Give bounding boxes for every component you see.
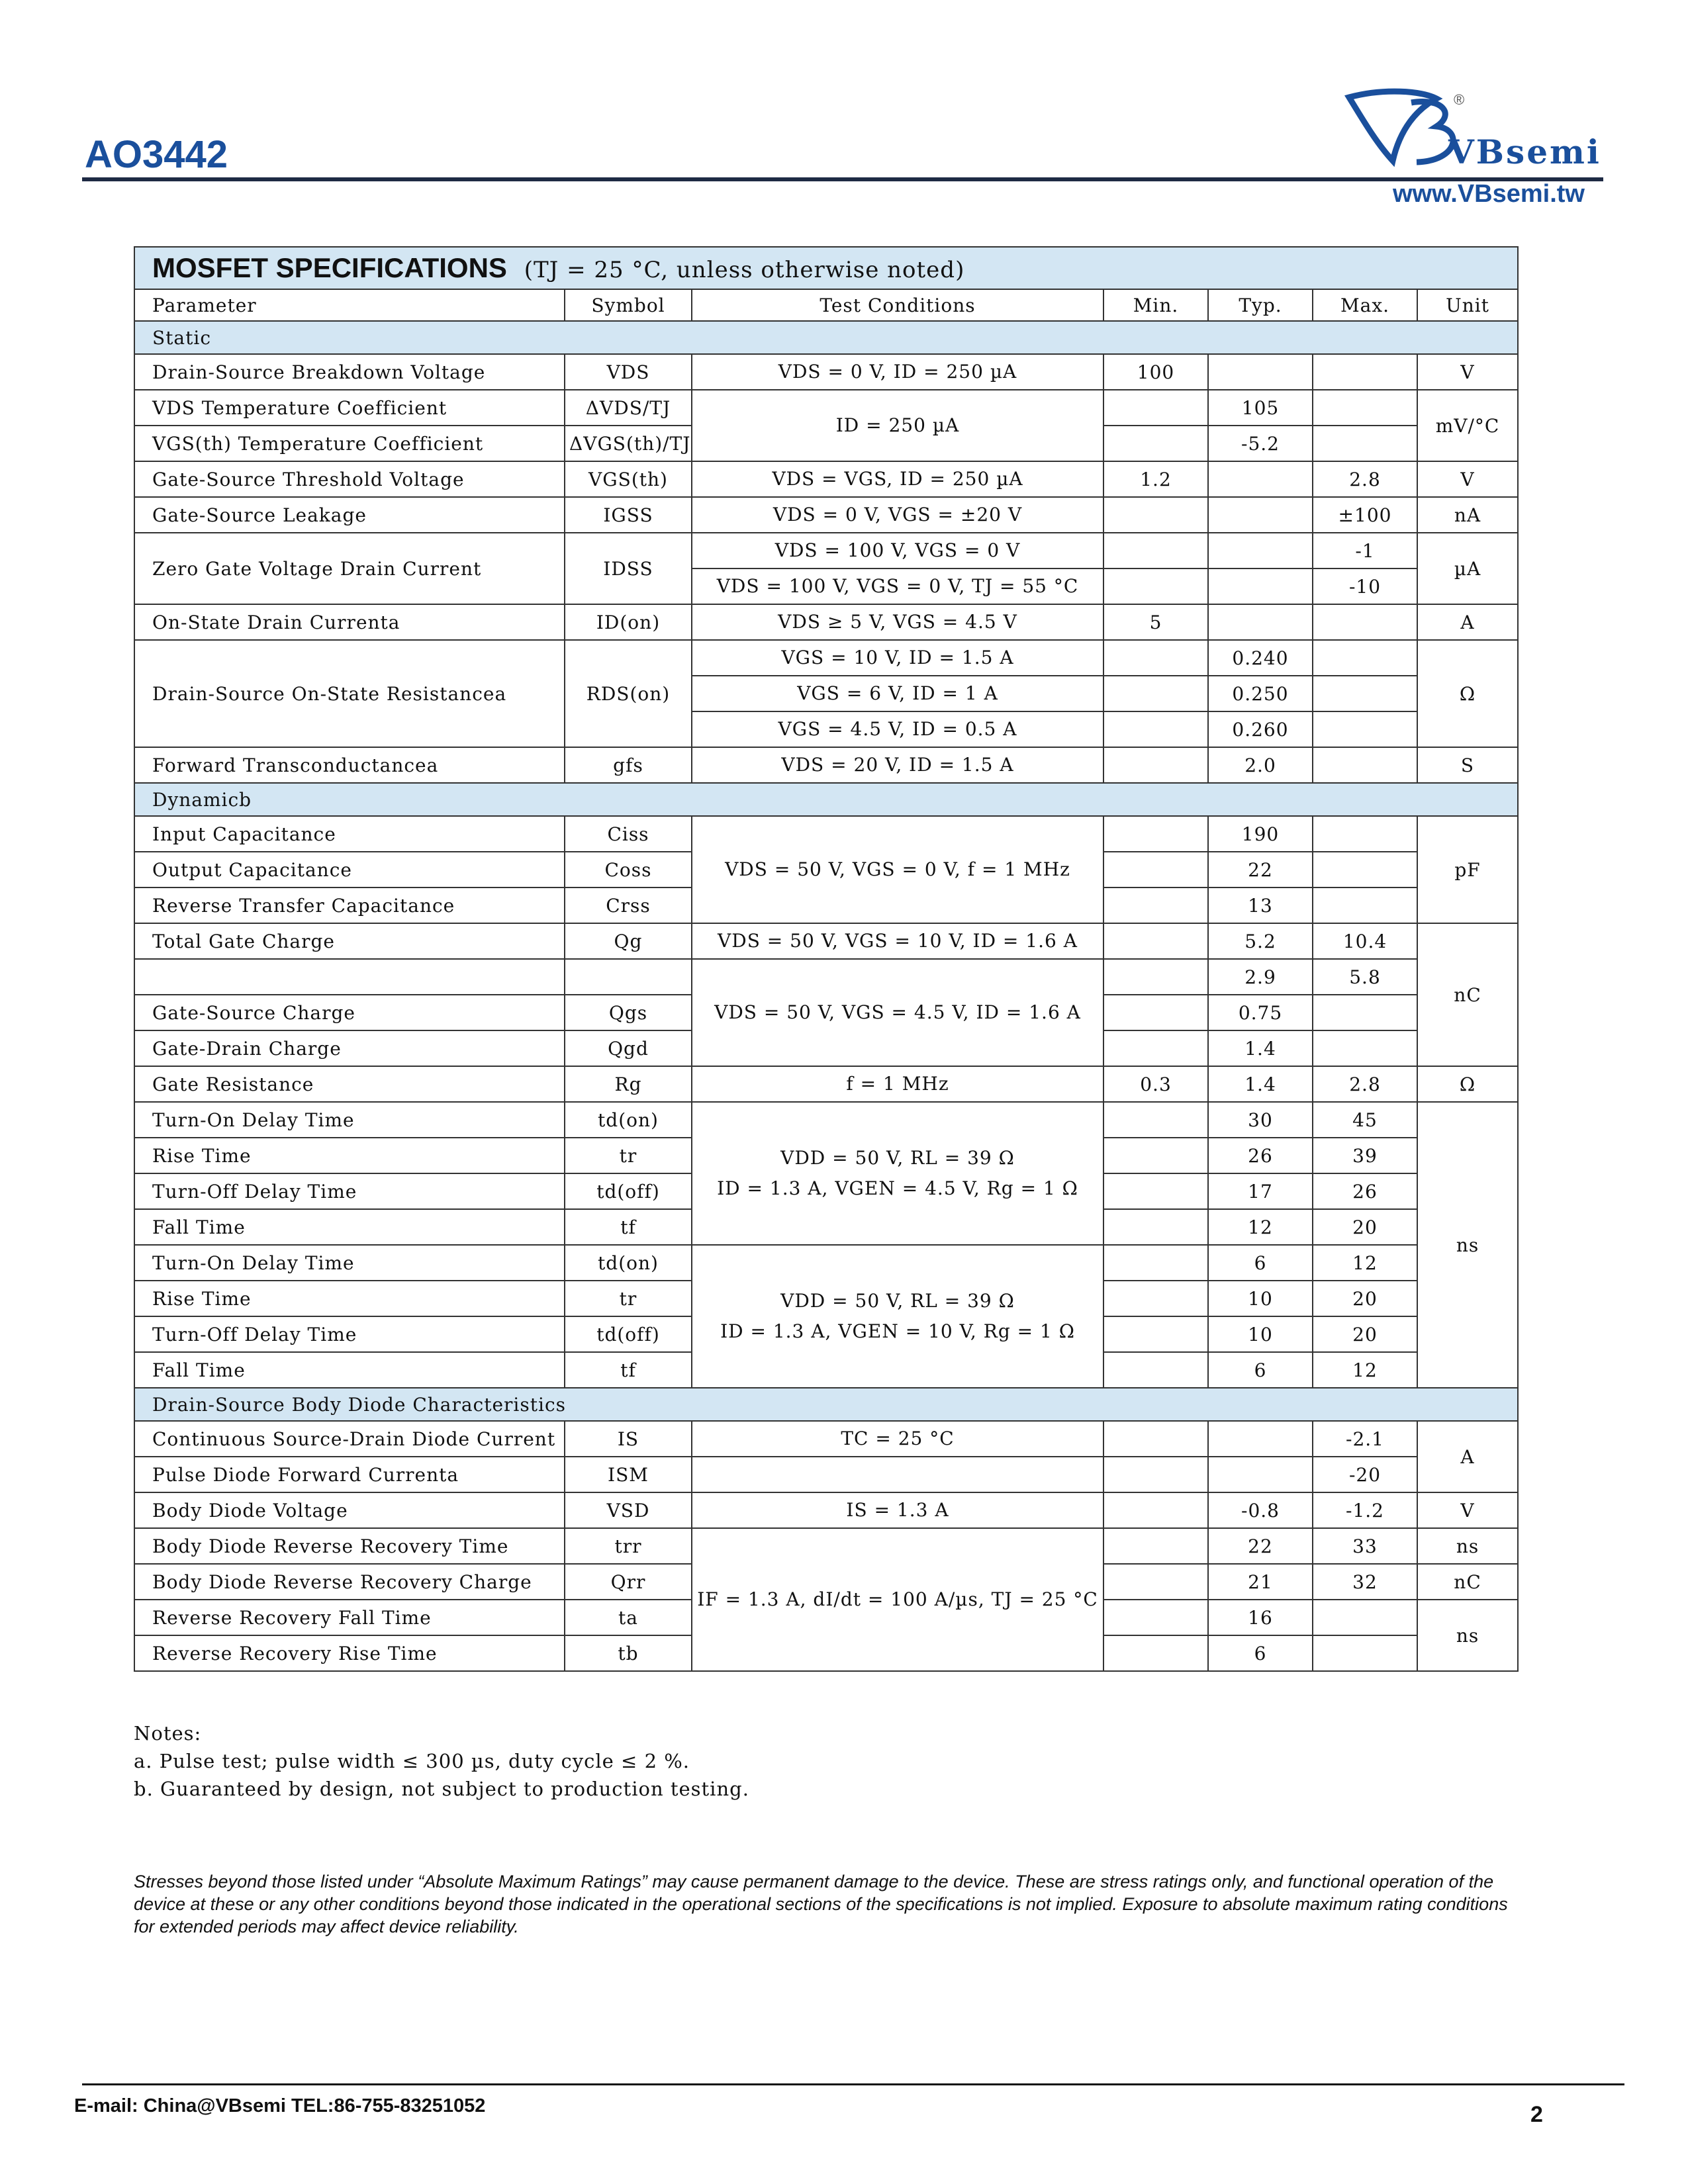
table-row: [134, 747, 1518, 783]
symbol-cell: RDS(on): [565, 640, 692, 747]
typ-cell: 6: [1208, 1245, 1313, 1281]
notes-heading: Notes:: [134, 1722, 202, 1745]
unit-cell: S: [1417, 747, 1518, 783]
unit-cell: nA: [1417, 497, 1518, 533]
parameter-cell: Body Diode Voltage: [134, 1492, 565, 1528]
brand-name: VBsemi: [1448, 132, 1601, 171]
unit-cell: A: [1417, 604, 1518, 640]
symbol-cell: tr: [565, 1281, 692, 1316]
max-cell: [1313, 747, 1417, 783]
typ-cell: 22: [1208, 852, 1313, 887]
parameter-cell: Reverse Recovery Rise Time: [134, 1635, 565, 1671]
unit-cell: Ω: [1417, 640, 1518, 747]
min-cell: [1103, 711, 1208, 747]
symbol-cell: tr: [565, 1138, 692, 1173]
min-cell: 100: [1103, 354, 1208, 390]
max-cell: 12: [1313, 1245, 1417, 1281]
table-row: [134, 1492, 1518, 1528]
max-cell: 20: [1313, 1209, 1417, 1245]
table-row: [134, 1102, 1518, 1138]
test-conditions-cell: VDS = 50 V, VGS = 10 V, ID = 1.6 A: [692, 923, 1103, 959]
test-conditions-cell: ID = 250 µA: [692, 390, 1103, 461]
symbol-cell: Qgs: [565, 995, 692, 1030]
symbol-cell: Rg: [565, 1066, 692, 1102]
table-title-row: [134, 247, 1518, 289]
min-cell: 0.3: [1103, 1066, 1208, 1102]
parameter-cell: [134, 959, 565, 995]
symbol-cell: Crss: [565, 887, 692, 923]
header-rule: [82, 177, 1603, 181]
min-cell: [1103, 923, 1208, 959]
typ-cell: 2.0: [1208, 747, 1313, 783]
parameter-cell: On-State Drain Currenta: [134, 604, 565, 640]
max-cell: -1.2: [1313, 1492, 1417, 1528]
typ-cell: [1208, 533, 1313, 569]
max-cell: -2.1: [1313, 1421, 1417, 1457]
max-cell: 39: [1313, 1138, 1417, 1173]
col-header-max: Max.: [1313, 289, 1417, 321]
typ-cell: 12: [1208, 1209, 1313, 1245]
max-cell: [1313, 390, 1417, 426]
min-cell: [1103, 959, 1208, 995]
min-cell: [1103, 1316, 1208, 1352]
test-conditions-cell: TC = 25 °C: [692, 1421, 1103, 1457]
symbol-cell: td(off): [565, 1173, 692, 1209]
min-cell: [1103, 852, 1208, 887]
unit-cell: pF: [1417, 816, 1518, 923]
unit-cell: ns: [1417, 1102, 1518, 1388]
unit-cell: µA: [1417, 533, 1518, 604]
table-row: [134, 604, 1518, 640]
min-cell: [1103, 747, 1208, 783]
unit-cell: nC: [1417, 923, 1518, 1066]
min-cell: [1103, 816, 1208, 852]
min-cell: [1103, 676, 1208, 711]
typ-cell: 5.2: [1208, 923, 1313, 959]
parameter-cell: VGS(th) Temperature Coefficient: [134, 426, 565, 461]
unit-cell: Ω: [1417, 1066, 1518, 1102]
min-cell: [1103, 1138, 1208, 1173]
test-conditions-cell: VDS = 0 V, VGS = ±20 V: [692, 497, 1103, 533]
table-title-conditions: (TJ = 25 °C, unless otherwise noted): [524, 257, 965, 283]
typ-cell: 13: [1208, 887, 1313, 923]
symbol-cell: IDSS: [565, 533, 692, 604]
min-cell: [1103, 1245, 1208, 1281]
symbol-cell: Qg: [565, 923, 692, 959]
typ-cell: -0.8: [1208, 1492, 1313, 1528]
section-label-static: Static: [134, 321, 1518, 354]
typ-cell: 6: [1208, 1352, 1313, 1388]
symbol-cell: VSD: [565, 1492, 692, 1528]
symbol-cell: td(off): [565, 1316, 692, 1352]
max-cell: 45: [1313, 1102, 1417, 1138]
typ-cell: [1208, 1421, 1313, 1457]
table-row: [134, 1245, 1518, 1281]
symbol-cell: Ciss: [565, 816, 692, 852]
max-cell: 26: [1313, 1173, 1417, 1209]
col-header-parameter: Parameter: [134, 289, 565, 321]
typ-cell: 0.260: [1208, 711, 1313, 747]
min-cell: [1103, 1600, 1208, 1635]
min-cell: [1103, 1209, 1208, 1245]
table-row: [134, 533, 1518, 569]
table-row: [134, 1528, 1518, 1564]
table-row: [134, 390, 1518, 426]
min-cell: 5: [1103, 604, 1208, 640]
parameter-cell: Drain-Source On-State Resistancea: [134, 640, 565, 747]
col-header-test-conditions: Test Conditions: [692, 289, 1103, 321]
col-header-typ: Typ.: [1208, 289, 1313, 321]
test-conditions-cell: VDS ≥ 5 V, VGS = 4.5 V: [692, 604, 1103, 640]
min-cell: [1103, 1421, 1208, 1457]
max-cell: [1313, 676, 1417, 711]
test-conditions-cell: f = 1 MHz: [692, 1066, 1103, 1102]
table-row: [134, 497, 1518, 533]
max-cell: [1313, 1030, 1417, 1066]
column-header-row: [134, 289, 1518, 321]
table-row: [134, 1421, 1518, 1457]
footer-contact: E-mail: China@VBsemi TEL:86-755-83251052: [74, 2095, 486, 2116]
max-cell: 12: [1313, 1352, 1417, 1388]
table-row: [134, 354, 1518, 390]
min-cell: [1103, 887, 1208, 923]
disclaimer-text: Stresses beyond those listed under “Absolute Maximum Ratings” may cause permanent damage to the device. These are stress ratings only, and functional operation of the device at these or any other conditions beyond those indicated in the operational sections of the specifications is not implied. Exposure to absolute maximum rating conditions for extended periods may affect device reliability.: [134, 1872, 1508, 1936]
max-cell: [1313, 354, 1417, 390]
parameter-cell: VDS Temperature Coefficient: [134, 390, 565, 426]
max-cell: [1313, 640, 1417, 676]
parameter-cell: Turn-Off Delay Time: [134, 1316, 565, 1352]
registered-mark: ®: [1454, 91, 1465, 108]
min-cell: [1103, 1352, 1208, 1388]
table-row: [134, 1457, 1518, 1492]
typ-cell: 6: [1208, 1635, 1313, 1671]
section-label-diode: Drain-Source Body Diode Characteristics: [134, 1388, 1518, 1421]
max-cell: [1313, 887, 1417, 923]
min-cell: [1103, 1564, 1208, 1600]
unit-cell: V: [1417, 461, 1518, 497]
max-cell: [1313, 426, 1417, 461]
test-conditions-cell: VDS = 100 V, VGS = 0 V, TJ = 55 °C: [692, 569, 1103, 604]
symbol-cell: ΔVDS/TJ: [565, 390, 692, 426]
typ-cell: 26: [1208, 1138, 1313, 1173]
min-cell: [1103, 1635, 1208, 1671]
typ-cell: 105: [1208, 390, 1313, 426]
test-conditions-cell: VGS = 4.5 V, ID = 0.5 A: [692, 711, 1103, 747]
test-conditions-cell: VDS = 0 V, ID = 250 µA: [692, 354, 1103, 390]
typ-cell: [1208, 497, 1313, 533]
test-conditions-cell: VDS = 100 V, VGS = 0 V: [692, 533, 1103, 569]
min-cell: [1103, 497, 1208, 533]
parameter-cell: Continuous Source-Drain Diode Current: [134, 1421, 565, 1457]
section-row-dynamic: [134, 783, 1518, 816]
max-cell: 10.4: [1313, 923, 1417, 959]
max-cell: [1313, 1600, 1417, 1635]
footer-rule: [82, 2083, 1624, 2085]
min-cell: [1103, 1457, 1208, 1492]
typ-cell: [1208, 1457, 1313, 1492]
min-cell: [1103, 533, 1208, 569]
parameter-cell: Rise Time: [134, 1138, 565, 1173]
max-cell: -1: [1313, 533, 1417, 569]
parameter-cell: Zero Gate Voltage Drain Current: [134, 533, 565, 604]
unit-cell: ns: [1417, 1600, 1518, 1671]
typ-cell: 0.75: [1208, 995, 1313, 1030]
max-cell: [1313, 711, 1417, 747]
typ-cell: 30: [1208, 1102, 1313, 1138]
symbol-cell: VGS(th): [565, 461, 692, 497]
max-cell: [1313, 995, 1417, 1030]
parameter-cell: Body Diode Reverse Recovery Time: [134, 1528, 565, 1564]
col-header-symbol: Symbol: [565, 289, 692, 321]
parameter-cell: Fall Time: [134, 1352, 565, 1388]
parameter-cell: Fall Time: [134, 1209, 565, 1245]
parameter-cell: Rise Time: [134, 1281, 565, 1316]
unit-cell: ns: [1417, 1528, 1518, 1564]
max-cell: ±100: [1313, 497, 1417, 533]
min-cell: [1103, 1102, 1208, 1138]
typ-cell: 190: [1208, 816, 1313, 852]
test-conditions-cell: [692, 1457, 1103, 1492]
parameter-cell: Gate Resistance: [134, 1066, 565, 1102]
table-row: [134, 461, 1518, 497]
website-link[interactable]: www.VBsemi.tw: [1393, 180, 1585, 208]
unit-cell: mV/°C: [1417, 390, 1518, 461]
parameter-cell: Gate-Source Threshold Voltage: [134, 461, 565, 497]
test-conditions-cell: VDS = 50 V, VGS = 4.5 V, ID = 1.6 A: [692, 959, 1103, 1066]
max-cell: [1313, 1635, 1417, 1671]
table-row: [134, 1066, 1518, 1102]
max-cell: 2.8: [1313, 1066, 1417, 1102]
table-row: [134, 923, 1518, 959]
max-cell: 33: [1313, 1528, 1417, 1564]
symbol-cell: ISM: [565, 1457, 692, 1492]
max-cell: [1313, 604, 1417, 640]
table-row: [134, 816, 1518, 852]
section-label-dynamic: Dynamicb: [134, 783, 1518, 816]
unit-cell: A: [1417, 1421, 1518, 1492]
min-cell: [1103, 995, 1208, 1030]
col-header-unit: Unit: [1417, 289, 1518, 321]
max-cell: 20: [1313, 1281, 1417, 1316]
typ-cell: 16: [1208, 1600, 1313, 1635]
typ-cell: 21: [1208, 1564, 1313, 1600]
typ-cell: 22: [1208, 1528, 1313, 1564]
max-cell: 20: [1313, 1316, 1417, 1352]
note-b: b. Guaranteed by design, not subject to production testing.: [134, 1778, 749, 1800]
section-row-static: [134, 321, 1518, 354]
parameter-cell: Turn-On Delay Time: [134, 1102, 565, 1138]
max-cell: [1313, 852, 1417, 887]
test-conditions-cell: IF = 1.3 A, dI/dt = 100 A/µs, TJ = 25 °C: [692, 1528, 1103, 1671]
typ-cell: [1208, 604, 1313, 640]
test-conditions-cell: VDD = 50 V, RL = 39 Ω ID = 1.3 A, VGEN = 4.5 V, Rg = 1 Ω: [692, 1102, 1103, 1245]
symbol-cell: ID(on): [565, 604, 692, 640]
parameter-cell: Output Capacitance: [134, 852, 565, 887]
typ-cell: -5.2: [1208, 426, 1313, 461]
typ-cell: 0.240: [1208, 640, 1313, 676]
min-cell: [1103, 426, 1208, 461]
min-cell: [1103, 640, 1208, 676]
max-cell: 32: [1313, 1564, 1417, 1600]
symbol-cell: IS: [565, 1421, 692, 1457]
typ-cell: 0.250: [1208, 676, 1313, 711]
table-row: [134, 640, 1518, 676]
unit-cell: nC: [1417, 1564, 1518, 1600]
test-conditions-cell: VDD = 50 V, RL = 39 Ω ID = 1.3 A, VGEN = 10 V, Rg = 1 Ω: [692, 1245, 1103, 1388]
min-cell: [1103, 1492, 1208, 1528]
symbol-cell: ΔVGS(th)/TJ: [565, 426, 692, 461]
parameter-cell: Total Gate Charge: [134, 923, 565, 959]
min-cell: [1103, 569, 1208, 604]
test-conditions-cell: VDS = 20 V, ID = 1.5 A: [692, 747, 1103, 783]
min-cell: [1103, 390, 1208, 426]
typ-cell: 17: [1208, 1173, 1313, 1209]
test-conditions-cell: VDS = 50 V, VGS = 0 V, f = 1 MHz: [692, 816, 1103, 923]
spec-table: [134, 246, 1519, 1672]
parameter-cell: Body Diode Reverse Recovery Charge: [134, 1564, 565, 1600]
parameter-cell: Reverse Recovery Fall Time: [134, 1600, 565, 1635]
part-number: AO3442: [85, 133, 228, 176]
min-cell: [1103, 1030, 1208, 1066]
max-cell: [1313, 816, 1417, 852]
max-cell: 5.8: [1313, 959, 1417, 995]
typ-cell: [1208, 354, 1313, 390]
parameter-cell: Gate-Source Charge: [134, 995, 565, 1030]
symbol-cell: Coss: [565, 852, 692, 887]
symbol-cell: Qrr: [565, 1564, 692, 1600]
parameter-cell: Turn-On Delay Time: [134, 1245, 565, 1281]
symbol-cell: tb: [565, 1635, 692, 1671]
note-a: a. Pulse test; pulse width ≤ 300 µs, duty cycle ≤ 2 %.: [134, 1750, 690, 1772]
parameter-cell: Turn-Off Delay Time: [134, 1173, 565, 1209]
typ-cell: [1208, 569, 1313, 604]
symbol-cell: IGSS: [565, 497, 692, 533]
unit-cell: V: [1417, 1492, 1518, 1528]
page-number: 2: [1530, 2102, 1543, 2127]
test-conditions-cell: VGS = 6 V, ID = 1 A: [692, 676, 1103, 711]
parameter-cell: Input Capacitance: [134, 816, 565, 852]
parameter-cell: Reverse Transfer Capacitance: [134, 887, 565, 923]
unit-cell: V: [1417, 354, 1518, 390]
symbol-cell: td(on): [565, 1102, 692, 1138]
symbol-cell: ta: [565, 1600, 692, 1635]
parameter-cell: Forward Transconductancea: [134, 747, 565, 783]
symbol-cell: td(on): [565, 1245, 692, 1281]
typ-cell: 2.9: [1208, 959, 1313, 995]
col-header-min: Min.: [1103, 289, 1208, 321]
parameter-cell: Gate-Drain Charge: [134, 1030, 565, 1066]
symbol-cell: trr: [565, 1528, 692, 1564]
min-cell: [1103, 1173, 1208, 1209]
table-title: MOSFET SPECIFICATIONS: [152, 252, 507, 283]
symbol-cell: [565, 959, 692, 995]
parameter-cell: Drain-Source Breakdown Voltage: [134, 354, 565, 390]
test-conditions-cell: VDS = VGS, ID = 250 µA: [692, 461, 1103, 497]
parameter-cell: Pulse Diode Forward Currenta: [134, 1457, 565, 1492]
test-conditions-cell: IS = 1.3 A: [692, 1492, 1103, 1528]
typ-cell: 1.4: [1208, 1066, 1313, 1102]
notes: [134, 1719, 749, 1803]
max-cell: -20: [1313, 1457, 1417, 1492]
parameter-cell: Gate-Source Leakage: [134, 497, 565, 533]
max-cell: 2.8: [1313, 461, 1417, 497]
symbol-cell: tf: [565, 1209, 692, 1245]
typ-cell: 10: [1208, 1281, 1313, 1316]
min-cell: [1103, 1281, 1208, 1316]
typ-cell: 1.4: [1208, 1030, 1313, 1066]
symbol-cell: gfs: [565, 747, 692, 783]
test-conditions-cell: VGS = 10 V, ID = 1.5 A: [692, 640, 1103, 676]
symbol-cell: Qgd: [565, 1030, 692, 1066]
max-cell: -10: [1313, 569, 1417, 604]
table-row: [134, 959, 1518, 995]
section-row-diode: [134, 1388, 1518, 1421]
symbol-cell: VDS: [565, 354, 692, 390]
min-cell: 1.2: [1103, 461, 1208, 497]
typ-cell: 10: [1208, 1316, 1313, 1352]
typ-cell: [1208, 461, 1313, 497]
symbol-cell: tf: [565, 1352, 692, 1388]
min-cell: [1103, 1528, 1208, 1564]
